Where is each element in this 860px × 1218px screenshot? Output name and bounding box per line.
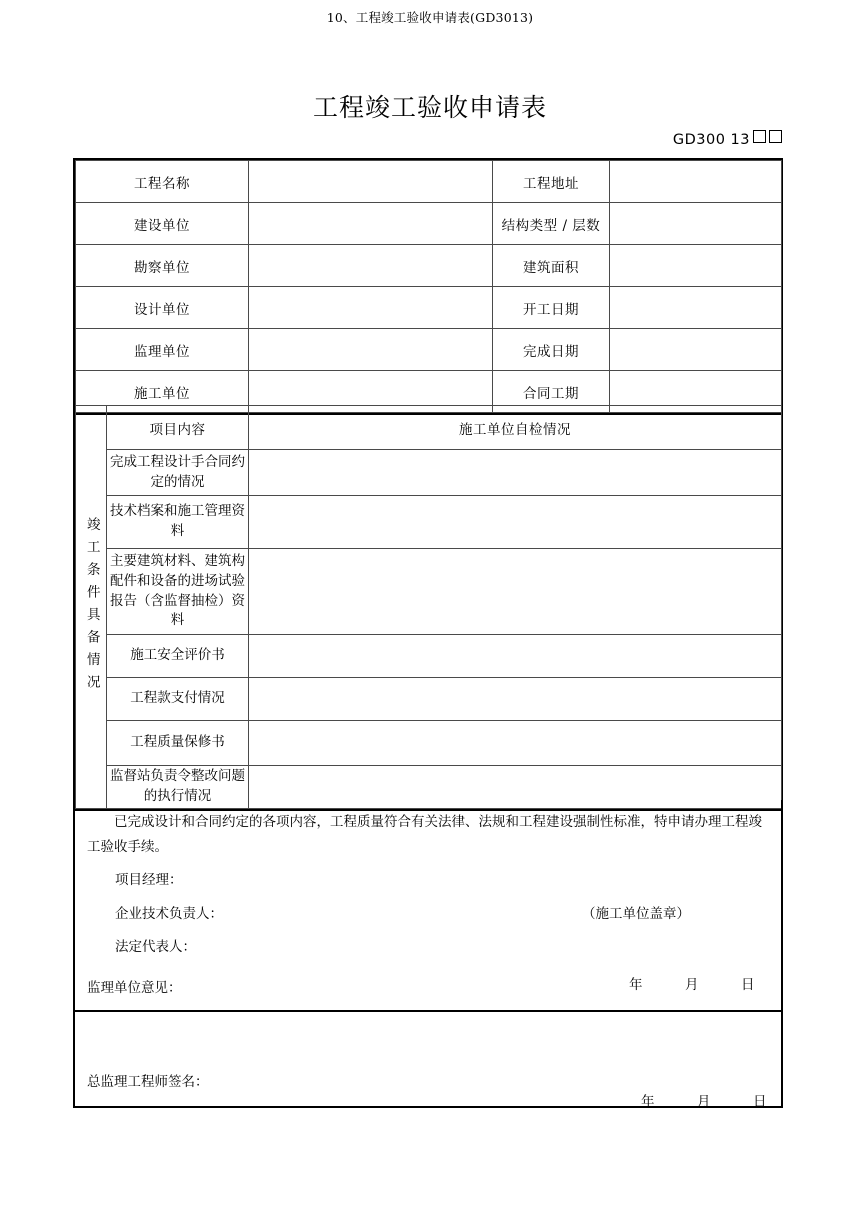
table-header-row xyxy=(76,406,782,450)
field-design-unit[interactable] xyxy=(249,287,493,329)
field-safety-evaluation[interactable] xyxy=(249,635,782,678)
table-row xyxy=(76,203,782,245)
item-material-test-reports: 主要建筑材料、建筑构配件和设备的进场试验报告（含监督抽检）资料 xyxy=(107,549,249,635)
field-design-contract-fulfillment[interactable] xyxy=(249,450,782,496)
field-project-address[interactable] xyxy=(610,161,782,203)
label-contract-duration: 合同工期 xyxy=(493,371,610,413)
table-row xyxy=(76,496,782,549)
field-payment-status[interactable] xyxy=(249,678,782,721)
column-header-self-inspection: 施工单位自检情况 xyxy=(249,406,782,450)
item-rectification-execution: 监督站负责令整改问题的执行情况 xyxy=(107,766,249,809)
label-floor-area: 建筑面积 xyxy=(493,245,610,287)
table-row xyxy=(76,329,782,371)
column-header-item: 项目内容 xyxy=(107,406,249,450)
field-floor-area[interactable] xyxy=(610,245,782,287)
declaration-date-month: 月 xyxy=(685,976,699,993)
declaration-date-year: 年 xyxy=(629,976,643,993)
label-contractor-unit: 施工单位 xyxy=(76,371,249,413)
section-label-completion-conditions: 竣工条件具备情况 xyxy=(76,406,107,809)
label-completion-date: 完成日期 xyxy=(493,329,610,371)
contractor-seal-note: （施工单位盖章） xyxy=(582,905,690,922)
technical-officer-line[interactable] xyxy=(87,898,769,932)
label-structure-type-floors: 结构类型 / 层数 xyxy=(493,203,610,245)
form-code-text: GD300 13 xyxy=(672,132,750,148)
table-row xyxy=(76,549,782,635)
supervisor-date-year: 年 xyxy=(641,1094,655,1110)
chief-supervisor-signature-label: 总监理工程师签名： xyxy=(87,1073,209,1090)
label-design-unit: 设计单位 xyxy=(76,287,249,329)
label-construction-owner: 建设单位 xyxy=(76,203,249,245)
declaration-date-day: 日 xyxy=(741,976,755,993)
technical-officer-label: 企业技术负责人： xyxy=(115,905,223,922)
item-quality-warranty: 工程质量保修书 xyxy=(107,721,249,766)
field-supervision-unit[interactable] xyxy=(249,329,493,371)
supervisor-date-day: 日 xyxy=(753,1094,767,1110)
completion-conditions-table xyxy=(73,405,783,811)
form-code-box-2[interactable] xyxy=(769,130,782,143)
field-project-name[interactable] xyxy=(249,161,493,203)
label-supervision-unit: 监理单位 xyxy=(76,329,249,371)
table-row xyxy=(76,245,782,287)
item-technical-archives: 技术档案和施工管理资料 xyxy=(107,496,249,549)
label-project-address: 工程地址 xyxy=(493,161,610,203)
form-code-box-1[interactable] xyxy=(753,130,766,143)
supervisor-date-month: 月 xyxy=(697,1094,711,1110)
legal-representative-line[interactable] xyxy=(87,931,769,965)
field-start-date[interactable] xyxy=(610,287,782,329)
field-material-test-reports[interactable] xyxy=(249,549,782,635)
declaration-paragraph: 已完成设计和合同约定的各项内容，工程质量符合有关法律、法规和工程建设强制性标准，特申请办理工程竣工验收手续。 xyxy=(87,814,762,855)
item-safety-evaluation: 施工安全评价书 xyxy=(107,635,249,678)
breadcrumb: 10、工程竣工验收申请表(GD3013) xyxy=(326,10,534,25)
table-row xyxy=(76,450,782,496)
supervisor-opinion-section xyxy=(73,968,783,1108)
table-row xyxy=(76,678,782,721)
field-technical-archives[interactable] xyxy=(249,496,782,549)
form-code xyxy=(673,130,782,148)
supervisor-opinion-label: 监理单位意见： xyxy=(87,980,182,996)
page-title: 工程竣工验收申请表 xyxy=(312,93,547,122)
table-row xyxy=(76,635,782,678)
project-info-table xyxy=(73,158,783,415)
field-quality-warranty[interactable] xyxy=(249,721,782,766)
field-construction-owner[interactable] xyxy=(249,203,493,245)
field-structure-type-floors[interactable] xyxy=(610,203,782,245)
field-survey-unit[interactable] xyxy=(249,245,493,287)
item-design-contract-fulfillment: 完成工程设计手合同约定的情况 xyxy=(107,450,249,496)
supervisor-opinion-body[interactable] xyxy=(75,968,781,1110)
project-manager-label: 项目经理： xyxy=(115,871,183,888)
label-survey-unit: 勘察单位 xyxy=(76,245,249,287)
project-manager-line[interactable] xyxy=(87,864,769,898)
supervisor-date-row[interactable] xyxy=(641,1090,767,1110)
label-project-name: 工程名称 xyxy=(76,161,249,203)
legal-representative-label: 法定代表人： xyxy=(115,939,196,956)
table-row xyxy=(76,721,782,766)
table-row xyxy=(76,287,782,329)
table-row xyxy=(76,161,782,203)
label-start-date: 开工日期 xyxy=(493,287,610,329)
item-payment-status: 工程款支付情况 xyxy=(107,678,249,721)
field-completion-date[interactable] xyxy=(610,329,782,371)
